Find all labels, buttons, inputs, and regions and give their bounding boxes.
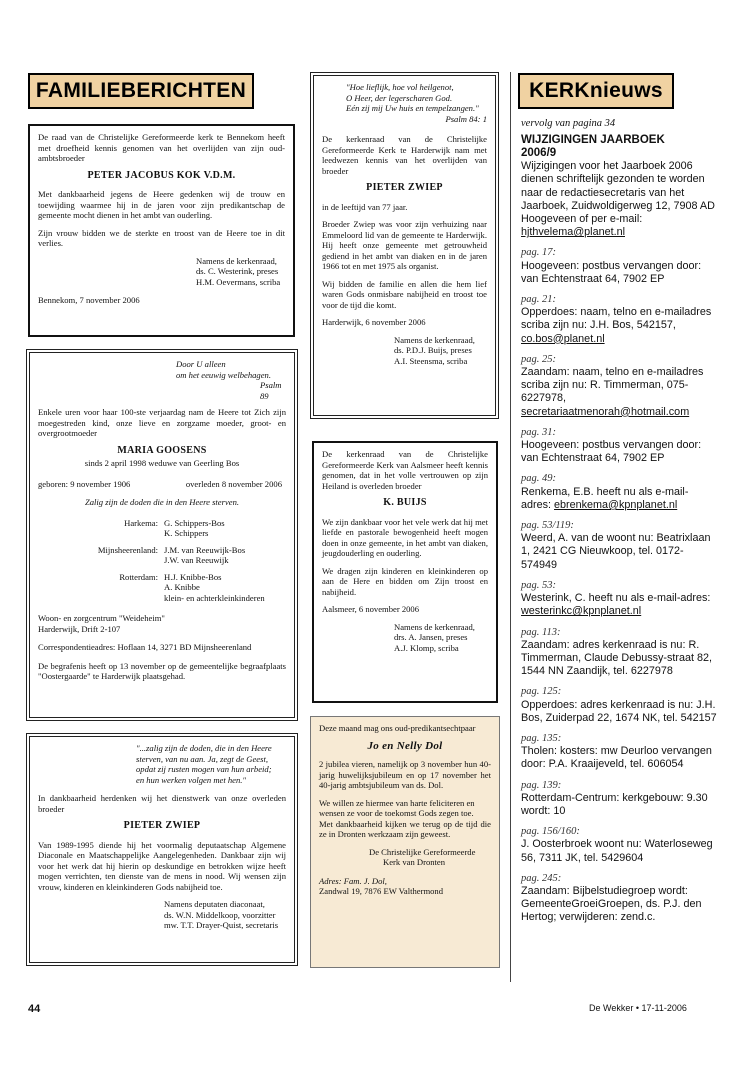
- family-member: K. Schippers: [164, 528, 209, 538]
- address-line: Woon- en zorgcentrum "Weideheim": [38, 613, 165, 623]
- signature-line: A.I. Steensma, scriba: [394, 355, 468, 366]
- signature-line: A.J. Klomp, scriba: [394, 642, 459, 653]
- family-list: [38, 518, 286, 539]
- page-ref: pag. 25:: [521, 353, 556, 365]
- family-member: J.W. van Reeuwijk: [164, 555, 229, 565]
- place-date: Bennekom, 7 november 2006: [38, 295, 140, 305]
- kerknieuws-header: KERKnieuws: [518, 73, 674, 109]
- page-ref: pag. 125:: [521, 686, 562, 698]
- signature-line: H.M. Oevermans, scriba: [196, 276, 281, 287]
- correspondence-address: Correspondentieadres: Hoflaan 14, 3271 BD Mijnsheerenland: [38, 642, 252, 652]
- signature-line: mw. T.T. Drayer-Quist, secretaris: [164, 920, 279, 930]
- change-entry: Opperdoes: naam, telno en e-mailadres scriba zijn nu: J.H. Bos, 542157, co.bos@planet.nl: [521, 306, 712, 345]
- address-line: Harderwijk, Drift 2-107: [38, 623, 121, 634]
- page-ref: pag. 139:: [521, 779, 562, 791]
- notice-text: We dragen zijn kinderen en kleinkinderen op aan de Here en bidden om Zijn troost en nabijheid.: [322, 565, 488, 597]
- quote-line: Psalm 84: 1: [445, 113, 487, 124]
- quote-line: opdat zij rusten mogen van hun arbeid;: [136, 764, 272, 774]
- quote-line: Door U alleen: [176, 359, 226, 369]
- email-link[interactable]: ebrenkema@kpnplanet.nl: [554, 498, 678, 511]
- email-link[interactable]: secretariaatmenorah@hotmail.com: [521, 405, 690, 418]
- signature-line: drs. A. Jansen, preses: [394, 632, 468, 642]
- quote-line: Eén zij mij Uw huis en tempelzangen.": [346, 103, 479, 113]
- notice-text: Zijn vrouw bidden we de sterkte en troost van de Heere toe in dit verlies.: [38, 227, 285, 248]
- deceased-name: K. BUIJS: [383, 497, 427, 508]
- email-link[interactable]: co.bos@planet.nl: [521, 332, 605, 345]
- signature: [322, 622, 488, 654]
- notice-text: We willen ze hiermee van harte feliciteren en wensen ze voor de toekomst Gods zegen toe.: [319, 797, 475, 818]
- scripture-quote: Zalig zijn de doden die in den Heere sterven.: [84, 497, 240, 507]
- page-ref: pag. 21:: [521, 294, 556, 306]
- change-entry: Rotterdam-Centrum: kerkgebouw: 9.30 wordt: 10: [521, 791, 708, 817]
- scripture-quote: [322, 82, 487, 124]
- signature: [319, 847, 491, 868]
- change-entry: J. Oosterbroek woont nu: Waterloseweg 56, 7311 JK, tel. 5429604: [521, 838, 713, 864]
- signature-line: Namens de kerkenraad,: [196, 255, 277, 266]
- funeral-text: De begrafenis heeft op 13 november op de gemeentelijke begraafplaats "Oostergaarde" te Harderwijk plaatsgehad.: [38, 660, 286, 681]
- email-link[interactable]: hjthvelema@planet.nl: [521, 226, 625, 239]
- signature-line: ds. P.D.J. Buijs, preses: [394, 345, 472, 355]
- change-entry: Tholen: kosters: mw Deurloo vervangen door: P.A. Kraaijeveld, tel. 606054: [521, 745, 712, 771]
- family-member: J.M. van Reeuwijk-Bos: [164, 544, 246, 555]
- notice-text: 2 jubilea vieren, namelijk op 3 november hun 40-jarig huwelijksjubileum en op 17 november het 40-jarig ambtsjubileum van ds. Dol.: [319, 759, 491, 790]
- column-divider: [510, 72, 511, 982]
- scripture-quote: [38, 743, 286, 785]
- page-ref: pag. 49:: [521, 473, 556, 485]
- notice-zwiep-deputaten: [26, 733, 298, 966]
- notice-text: Wij bidden de familie en allen die hem lief waren Gods onmisbare nabijheid en troost toe voor de tijd die komt.: [322, 278, 487, 310]
- deceased-name: MARIA GOOSENS: [117, 444, 207, 456]
- jubilee-notice: [310, 716, 500, 968]
- quote-line: "...zalig zijn de doden, die in den Heere: [136, 743, 272, 753]
- change-entry: Weerd, A. van de woont nu: Beatrixlaan 1, 2421 CG Nieuwkoop, tel. 0172-574949: [521, 532, 711, 571]
- notice-zwiep-harderwijk: [310, 72, 499, 419]
- notice-text: In dankbaarheid herdenken wij het dienstwerk van onze overleden broeder: [38, 793, 286, 814]
- signature-line: Namens de kerkenraad,: [394, 621, 475, 632]
- quote-line: en hun werken volgen met hen.": [136, 774, 247, 785]
- page-ref: pag. 17:: [521, 247, 556, 259]
- family-place: Harkema:: [124, 517, 158, 528]
- birth-date: geboren: 9 november 1906: [38, 478, 131, 489]
- quote-line: "Hoe lieflijk, hoe vol heilgenot,: [346, 82, 454, 92]
- page-number: 44: [28, 1003, 41, 1015]
- deceased-name: PIETER ZWIEP: [123, 820, 201, 831]
- couple-name: Jo en Nelly Dol: [367, 739, 443, 752]
- email-link[interactable]: westerinkc@kpnplanet.nl: [521, 605, 642, 618]
- intro-text: Wijzigingen voor het Jaarboek 2006 dienen schriftelijk gezonden te worden naar de redactiesecretaris van het Jaarboek, Zuidwoldigerweg 12, 7908 AD Hoogeveen of per e-mail: hjthvelema@planet.nl: [521, 160, 715, 239]
- quote-line: Psalm 89: [260, 380, 282, 401]
- notice-kok: [28, 124, 295, 337]
- continued-note: vervolg van pagina 34: [521, 118, 616, 129]
- change-entry: Zaandam: adres kerkenraad is nu: R. Timmerman, Claude Debussy-straat 82, 1544 NN Zaandijk, tel. 6227978: [521, 638, 713, 678]
- notice-buijs: [312, 441, 498, 703]
- page-ref: pag. 156/160:: [521, 826, 580, 838]
- page-ref: pag. 245:: [521, 872, 562, 884]
- notice-text: Broeder Zwiep was voor zijn verhuizing naar Emmeloord lid van de gemeente te Harderwijk. Hij heeft onze gemeente met getrouwheid gediend in het ambt van diaken en in de jaren 1966 tot en met 1975 als organist.: [322, 219, 487, 271]
- page-ref: pag. 53/119:: [521, 520, 574, 532]
- signature-line: Namens de kerkenraad,: [394, 334, 475, 345]
- publication-footer: De Wekker • 17-11-2006: [589, 1003, 687, 1013]
- change-entry: Zaandam: naam, telno en e-mailadres scriba zijn nu: R. Timmerman, 075- 6227978, secretariaatmenorah@hotmail.com: [521, 366, 704, 418]
- notice-text: Met dankbaarheid kijken we terug op de tijd die ze in Dronten werkzaam zijn geweest.: [319, 818, 491, 839]
- section-title: WIJZIGINGEN JAARBOEK 2006/9: [521, 134, 665, 160]
- family-list: [38, 545, 286, 566]
- family-list: [38, 572, 286, 604]
- quote-line: om het eeuwig welbehagen.: [176, 369, 271, 380]
- change-entry: Renkema, E.B. heeft nu als e-mail-adres: ebrenkema@kpnplanet.nl: [521, 485, 689, 511]
- family-place: Mijnsheerenland:: [97, 544, 158, 555]
- notice-text: Deze maand mag ons oud-predikantsechtpaar: [319, 723, 476, 733]
- notice-text: Van 1989-1995 diende hij het voormalig deputaatschap Algemene Diaconale en Maatschappelijke Aangelegenheden. Dankbaar zijn wij voor het werk dat hij hierin op deskundige en betrokken wijze heeft mogen verrichten, ten dienste van de mens in nood. Wij wensen zijn vrouw, kinderen en kleinkinderen Gods nabijheid toe.: [38, 839, 286, 892]
- signature: [38, 899, 286, 931]
- address-line: Zandwal 19, 7876 EW Valthermond: [319, 886, 444, 896]
- scripture-quote: [38, 359, 286, 401]
- family-place: Rotterdam:: [119, 571, 158, 582]
- family-member: G. Schippers-Bos: [164, 517, 225, 528]
- signature-line: ds. W.N. Middelkoop, voorzitter: [164, 909, 276, 920]
- notice-text: Met dankbaarheid jegens de Heere gedenken wij de trouw en toewijding waarmee hij in de jaren voor zijn predikantschap de gemeente mocht dienen in het ambt van ouderling.: [38, 189, 285, 220]
- place-date: Harderwijk, 6 november 2006: [322, 317, 426, 327]
- notice-text: We zijn dankbaar voor het vele werk dat hij met liefde en pastorale bewogenheid heeft mogen doen in onze gemeente, in het ambt van diaken, jeugdouderling en ouderling.: [322, 516, 488, 558]
- death-date: overleden 8 november 2006: [185, 478, 282, 489]
- quote-line: O Heer, der legerscharen God.: [346, 92, 453, 103]
- notice-text: De kerkenraad van de Christelijke Gereformeerde Kerk van Aalsmeer heeft kennis genomen, dat in het volle vertrouwen op zijn Heiland is overleden broeder: [322, 449, 488, 491]
- signature: [322, 335, 487, 367]
- page-ref: pag. 113:: [521, 626, 561, 638]
- family-member: klein- en achterkleinkinderen: [164, 592, 265, 603]
- notice-text: Enkele uren voor haar 100-ste verjaardag nam de Heere tot Zich zijn moegestreden kind, onze lieve en zorgzame moeder, groot- en overgrootmoeder: [38, 407, 286, 438]
- address-line: Adres: Fam. J. Dol,: [319, 875, 387, 886]
- notice-text: De kerkenraad van de Christelijke Gereformeerde Kerk te Harderwijk nam met leedwezen kennis van het overlijden van broeder: [322, 134, 487, 176]
- widow-line: sinds 2 april 1998 weduwe van Geerling Bos: [84, 458, 240, 468]
- deceased-name: PIETER ZWIEP: [366, 182, 443, 193]
- kerknieuws-column: [521, 117, 717, 925]
- dates: [38, 479, 286, 490]
- family-member: H.J. Knibbe-Bos: [164, 571, 222, 582]
- change-entry: Hoogeveen: postbus vervangen door: van Echtenstraat 64, 7902 EP: [521, 439, 702, 465]
- signature-line: ds. C. Westerink, preses: [196, 266, 279, 276]
- signature: [38, 256, 285, 288]
- signature-line: De Christelijke Gereformeerde: [369, 846, 476, 857]
- notice-text: De raad van de Christelijke Gereformeerde kerk te Bennekom heeft met droefheid kennis genomen van het overlijden van zijn oud-ambtsbroeder: [38, 132, 285, 163]
- change-entry: Hoogeveen: postbus vervangen door: van Echtenstraat 64, 7902 EP: [521, 259, 702, 285]
- signature-line: Namens deputaten diaconaat,: [164, 899, 265, 909]
- deceased-name: PETER JACOBUS KOK V.D.M.: [87, 169, 236, 181]
- notice-goosens: [26, 349, 298, 721]
- page-ref: pag. 135:: [521, 732, 562, 744]
- change-entry: Zaandam: Bijbelstudiegroep wordt: GemeenteGroeiGroepen, ds. P.J. den Hertog; verwijderen: zend.c.: [521, 884, 702, 924]
- change-entry: Westerink, C. heeft nu als e-mail-adres: westerinkc@kpnplanet.nl: [521, 592, 711, 618]
- notice-text: in de leeftijd van 77 jaar.: [322, 201, 408, 212]
- change-entry: Opperdoes: adres kerkenraad is nu: J.H. Bos, Zuiderpad 22, 1674 NK, tel. 542157: [521, 698, 717, 724]
- signature-line: Kerk van Dronten: [383, 857, 446, 867]
- page-ref: pag. 53:: [521, 579, 556, 591]
- family-member: A. Knibbe: [164, 582, 200, 592]
- page-ref: pag. 31:: [521, 426, 556, 438]
- place-date: Aalsmeer, 6 november 2006: [322, 604, 420, 614]
- quote-line: sterven, van nu aan. Ja, zegt de Geest,: [136, 753, 268, 764]
- familieberichten-header: FAMILIEBERICHTEN: [28, 73, 254, 109]
